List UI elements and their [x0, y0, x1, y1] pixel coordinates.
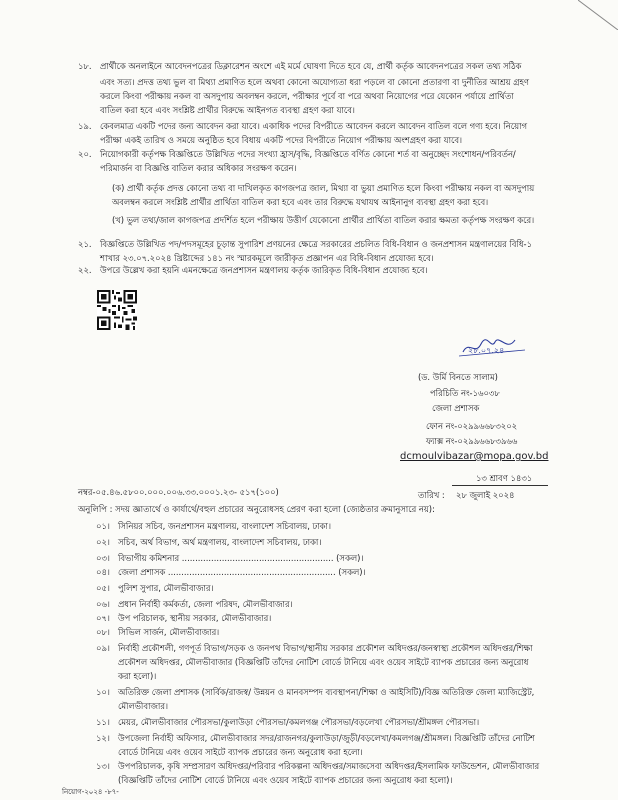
clause-line: এবং সত্য। প্রদত্ত তথ্য ভুল বা মিথ্যা প্রমাণিত হলে অথবা কোনো অযোগ্যতা ধরা পড়লে বা কোনো প্রতারণা বা দুর্নীতির আশ্রয় গ্রহণ	[100, 77, 529, 87]
copy-line: (বিজ্ঞপ্তিটি তাঁদের নোটিশ বোর্ডে টানিয়ে এবং ওয়েব সাইটে ব্যাপক প্রচারের জন্য অনুরোধ করা হলো)।	[118, 775, 453, 785]
copy-line: পুলিশ সুপার, মৌলভীবাজার।	[118, 583, 214, 593]
copy-number: ১৩।	[96, 761, 110, 771]
clause-line: বিজ্ঞপ্তিতে উল্লিখিত পদ/পদসমূহের চূড়ান্ত সুপারিশ প্রণয়নের ক্ষেত্রে সরকারের প্রচলিত বিধি-বিধান ও জনপ্রশাসন মন্ত্রণালয়ের বিধি-১	[100, 239, 533, 249]
clause-line: বাতিল করা হবে এবং সংশ্লিষ্ট প্রার্থীর বিরুদ্ধে আইনগত ব্যবস্থা গ্রহণ করা যাবে।	[100, 105, 355, 115]
signatory-title: জেলা প্রশাসক	[432, 403, 480, 413]
copy-number: ০৯।	[96, 643, 110, 653]
copy-line: উপ পরিচালক, স্থানীয় সরকার, মৌলভীবাজার।	[118, 613, 272, 623]
memo-number: নম্বর-০৫.৪৬.৫৮০০.০০০.০০৬.৩৩.০০০১.২৩- ৫১৭(১০০)	[78, 487, 279, 497]
bangla-date: ১৩ শ্রাবণ ১৪৩১	[476, 473, 533, 483]
copy-number: ১২।	[96, 733, 110, 743]
copy-line: উপজেলা নির্বাহী অফিসার, মৌলভীবাজার সদর/রাজনগর/কুলাউড়া/জুড়ী/বড়লেখা/কমলগঞ্জ/শ্রীমঙ্গল। বিজ্ঞপ্তিটি তাঁদের নোটিশ	[118, 733, 535, 743]
page-corner-mark	[578, 0, 618, 30]
clause-number: ১৮.	[78, 61, 92, 71]
clause-number: ২১.	[78, 239, 92, 249]
copy-intro: অনুলিপি : সদয় জ্ঞাতার্থে ও কার্যার্থে/বহুল প্রচারের অনুরোধসহ প্রেরণ করা হলো (জ্যেষ্ঠতার ক্রমানুসারে নয়):	[78, 504, 435, 514]
copy-line: করা হলো)।	[118, 671, 157, 681]
signatory-phone: ফোন নং-০২৯৯৬৬৮৩২০২	[426, 421, 518, 431]
copy-number: ০৩।	[96, 553, 110, 563]
clause-number: ২০.	[78, 149, 92, 159]
copy-line: সিভিল সার্জন, মৌলভীবাজার।	[118, 627, 220, 637]
subclause-line: (খ) ভুল তথ্য/জাল কাগজপত্র প্রদর্শিত হলে পরীক্ষায় উত্তীর্ণ যেকোনো প্রার্থীর প্রার্থিতা বাতিল করার ক্ষমতা কর্তৃপক্ষ সংরক্ষণ করে।	[112, 215, 535, 225]
clause-number: ১৯.	[78, 121, 92, 131]
signature-date: ২৮.০৭.২৪	[468, 346, 505, 355]
copy-line: নির্বাহী প্রকৌশলী, গণপূর্ত বিভাগ/সড়ক ও জনপথ বিভাগ/স্থানীয় সরকার প্রকৌশল অধিদপ্তর/জনস্বাস্থ্য প্রকৌশল অধিদপ্তর/শিক্ষা	[118, 643, 533, 653]
copy-number: ০৬।	[96, 599, 110, 609]
clause-line: শাখার ২৩.০৭.২০২৪ খ্রিষ্টাব্দের ১৪১ নং স্মারকমূলে জারীকৃত প্রজ্ঞাপন এর বিধি-বিধান প্রযোজ্য হবে।	[100, 253, 434, 263]
copy-line: অতিরিক্ত জেলা প্রশাসক (সার্বিক/রাজস্ব/ উন্নয়ন ও মানবসম্পদ ব্যবস্থাপনা/শিক্ষা ও আইসিটি)/বিজ্ঞ অতিরিক্ত জেলা ম্যাজিস্ট্রেট,	[118, 687, 535, 697]
copy-line: জেলা প্রশাসক ............................................................... (সকল)।	[118, 567, 366, 577]
signatory-fax: ফ্যাক্স নং-০২৯৯৬৬৮৩৯৬৬	[426, 436, 518, 446]
copy-line: সিনিয়র সচিব, জনপ্রশাসন মন্ত্রণালয়, বাংলাদেশ সচিবালয়, ঢাকা।	[118, 521, 331, 531]
clause-line: পরিমার্জন বা বিজ্ঞপ্তি বাতিল করার অধিকার সংরক্ষণ করেন।	[100, 163, 297, 173]
copy-line: বোর্ডে টানিয়ে এবং ওয়েব সাইটে ব্যাপক প্রচারের জন্য অনুরোধ করা হলো।	[118, 747, 363, 757]
copy-number: ১১।	[96, 717, 110, 727]
clause-line: পরীক্ষা একই তারিখ ও সময়ে অনুষ্ঠিত হবে বিধায় একটি পদের বিপরীতে নিয়োগ পরীক্ষায় অংশগ্রহণ করা যাবে।	[100, 135, 463, 145]
copy-number: ০৮।	[96, 627, 110, 637]
clause-line: উপরে উল্লেখ করা হয়নি এমনক্ষেত্রে জনপ্রশাসন মন্ত্রণালয় কর্তৃক জারিকৃত বিধি-বিধান প্রযোজ্য হবে।	[100, 265, 428, 275]
clause-line: করলে কিংবা পরীক্ষায় নকল বা অসদুপায় অবলম্বন করলে, পরীক্ষার পূর্বে বা পরে অথবা নিয়োগের পরে যেকোন পর্যায়ে প্রার্থিতা	[100, 91, 514, 101]
copy-line: বিভাগীয় কমিশনার ......................................................... (সকল)।	[118, 553, 364, 563]
copy-number: ১০।	[96, 687, 110, 697]
copy-line: প্রকৌশল অধিদপ্তর, মৌলভীবাজার (বিজ্ঞপ্তিটি তাঁদের নোটিশ বোর্ডে টানিয়ে এবং ওয়েব সাইটে ব্যাপক প্রচারের জন্য অনুরোধ	[118, 657, 529, 667]
subclause-line: (ক) প্রার্থী কর্তৃক প্রদত্ত কোনো তথ্য বা দাখিলকৃত কাগজপত্র জাল, মিথ্যা বা ভুয়া প্রমাণিত হলে কিংবা পরীক্ষায় নকল বা অসদুপায়	[112, 183, 535, 193]
signatory-id: পরিচিতি নং-১৬০৩৮	[430, 388, 500, 398]
copy-line: প্রধান নির্বাহী কর্মকর্তা, জেলা পরিষদ, মৌলভীবাজার।	[118, 599, 293, 609]
date-label: তারিখ :	[418, 490, 445, 500]
date-divider	[452, 485, 548, 486]
clause-line: প্রার্থীকে অনলাইনে আবেদনপত্রের ডিক্লারেশন অংশে এই মর্মে ঘোষণা দিতে হবে যে, প্রার্থী কর্তৃক আবেদনপত্রের সকল তথ্য সঠিক	[100, 61, 522, 71]
copy-number: ০২।	[96, 537, 110, 547]
copy-line: সচিব, অর্থ বিভাগ, অর্থ মন্ত্রণালয়, বাংলাদেশ সচিবালয়, ঢাকা।	[118, 537, 322, 547]
copy-number: ০৪।	[96, 567, 110, 577]
copy-line: উপপরিচালক, কৃষি সম্প্রসারণ অধিদপ্তর/পরিবার পরিকল্পনা অধিদপ্তর/সমাজসেবা অধিদপ্তর/ইসলামিক ফাউন্ডেশন, মৌলভীবাজার	[118, 761, 540, 771]
page-footer: নিয়োগ-২০২৪ -৮৭-	[62, 788, 119, 796]
english-date: ২৮ জুলাই ২০২৪	[456, 490, 515, 500]
copy-number: ০৭।	[96, 613, 110, 623]
signatory-email[interactable]: dcmoulvibazar@mopa.gov.bd	[400, 451, 549, 462]
clause-line: কেবলমাত্র একটি পদের জন্য আবেদন করা যাবে। একাধিক পদের বিপরীতে আবেদন করলে আবেদন বাতিল বলে গণ্য হবে। নিয়োগ	[100, 121, 527, 131]
subclause-line: অবলম্বন করলে সংশ্লিষ্ট প্রার্থীর প্রার্থিতা বাতিল করা হবে এবং তার বিরুদ্ধে যথাযথ আইনানুগ ব্যবস্থা গ্রহণ করা হবে।	[112, 197, 489, 207]
copy-line: মৌলভীবাজার।	[118, 701, 168, 711]
copy-line: মেয়র, মৌলভীবাজার পৌরসভা/কুলাউড়া পৌরসভা/কমলগঞ্জ পৌরসভা/বড়লেখা পৌরসভা/শ্রীমঙ্গল পৌরসভা।	[118, 717, 480, 727]
copy-number: ০৫।	[96, 583, 110, 593]
qr-code	[97, 290, 137, 330]
signatory-name: (ড. উর্মি বিনতে সালাম)	[418, 372, 498, 382]
clause-line: নিয়োগকারী কর্তৃপক্ষ বিজ্ঞপ্তিতে উল্লিখিত পদের সংখ্যা হ্রাস/বৃদ্ধি, বিজ্ঞপ্তিতে বর্ণিত কোনো শর্ত বা অনুচ্ছেদ সংশোধন/পরিবর্তন/	[100, 149, 516, 159]
copy-number: ০১।	[96, 521, 110, 531]
clause-number: ২২.	[78, 265, 92, 275]
